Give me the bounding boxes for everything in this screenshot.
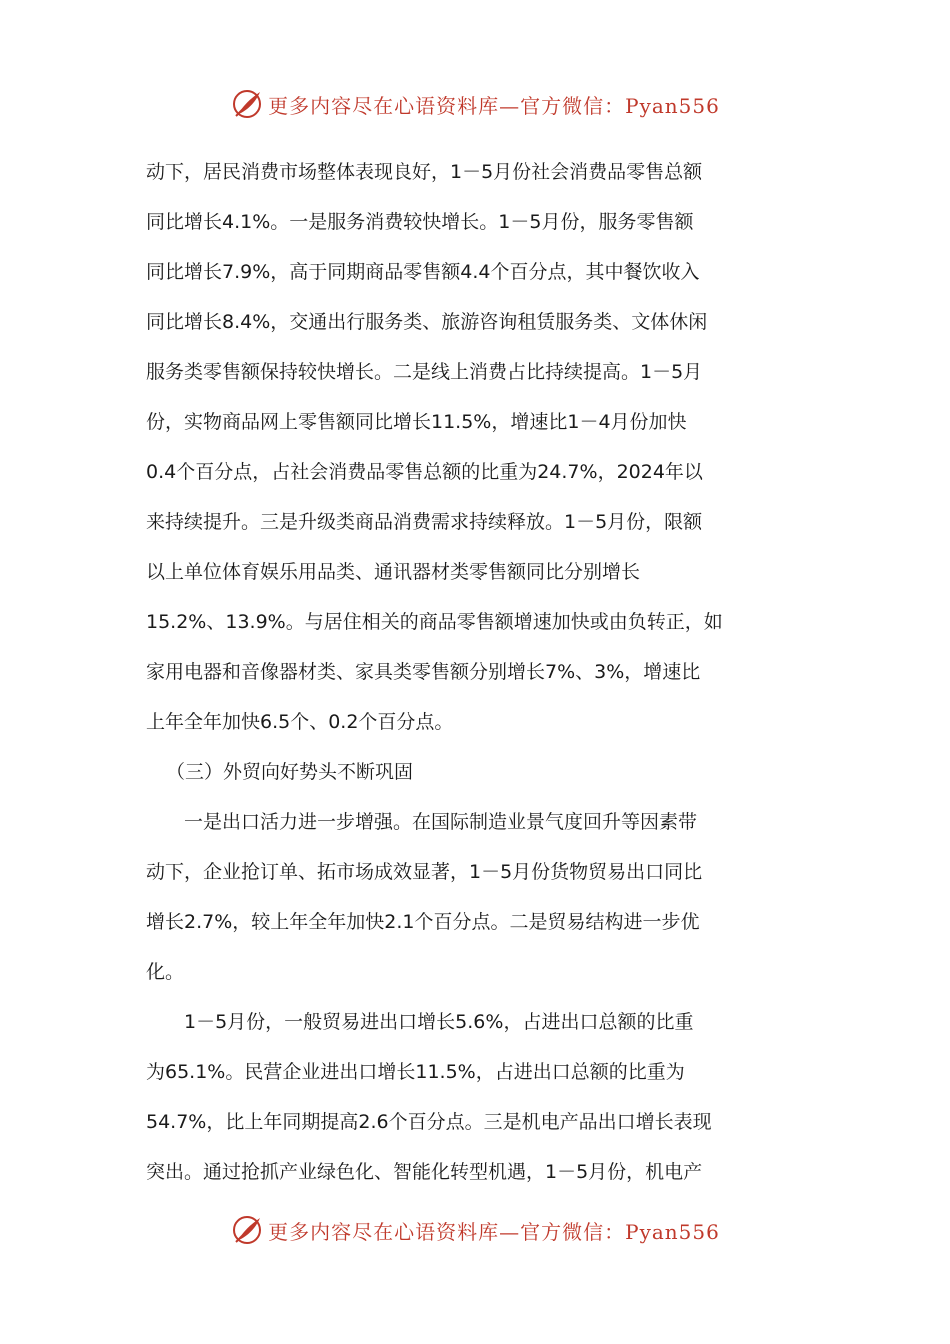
text-line: 同比增长4.1%。一是服务消费较快增长。1－5月份，服务零售额 [146, 211, 694, 233]
document-body [146, 147, 806, 1197]
text-line: 动下，企业抢订单、拓市场成效显著，1－5月份货物贸易出口同比 [146, 861, 703, 883]
text-line: 15.2%、13.9%。与居住相关的商品零售额增速加快或由负转正，如 [146, 611, 723, 633]
text-line: 上年全年加快6.5个、0.2个百分点。 [146, 711, 454, 733]
text-line: 54.7%，比上年同期提高2.6个百分点。三是机电产品出口增长表现 [146, 1111, 712, 1133]
text-line: 来持续提升。三是升级类商品消费需求持续释放。1－5月份，限额 [146, 511, 703, 533]
text-line: 增长2.7%，较上年全年加快2.1个百分点。二是贸易结构进一步优 [146, 911, 700, 933]
header-banner [0, 84, 950, 124]
text-line: 化。 [146, 961, 185, 983]
header-banner-text: 更多内容尽在心语资料库—官方微信：Pyan556 [268, 93, 720, 118]
section-heading: （三）外贸向好势头不断巩固 [166, 761, 414, 783]
text-line: 0.4个百分点，占社会消费品零售总额的比重为24.7%，2024年以 [146, 461, 703, 483]
text-line: 动下，居民消费市场整体表现良好，1－5月份社会消费品零售总额 [146, 161, 703, 183]
text-line: 1－5月份，一般贸易进出口增长5.6%，占进出口总额的比重 [184, 1011, 694, 1033]
text-line: 份，实物商品网上零售额同比增长11.5%，增速比1－4月份加快 [146, 411, 687, 433]
text-line: 同比增长7.9%，高于同期商品零售额4.4个百分点，其中餐饮收入 [146, 261, 700, 283]
text-line: 家用电器和音像器材类、家具类零售额分别增长7%、3%，增速比 [146, 661, 701, 683]
footer-banner [0, 1210, 950, 1250]
text-line: 以上单位体育娱乐用品类、通讯器材类零售额同比分别增长 [146, 561, 641, 583]
text-line: 突出。通过抢抓产业绿色化、智能化转型机遇，1－5月份，机电产 [146, 1161, 703, 1183]
text-line: 同比增长8.4%，交通出行服务类、旅游咨询租赁服务类、文体休闲 [146, 311, 708, 333]
footer-banner-text: 更多内容尽在心语资料库—官方微信：Pyan556 [268, 1219, 720, 1244]
quill-logo-icon [230, 87, 264, 121]
text-line: 一是出口活力进一步增强。在国际制造业景气度回升等因素带 [184, 811, 698, 833]
quill-logo-icon [230, 1213, 264, 1247]
text-line: 为65.1%。民营企业进出口增长11.5%，占进出口总额的比重为 [146, 1061, 685, 1083]
text-line: 服务类零售额保持较快增长。二是线上消费占比持续提高。1－5月 [146, 361, 703, 383]
